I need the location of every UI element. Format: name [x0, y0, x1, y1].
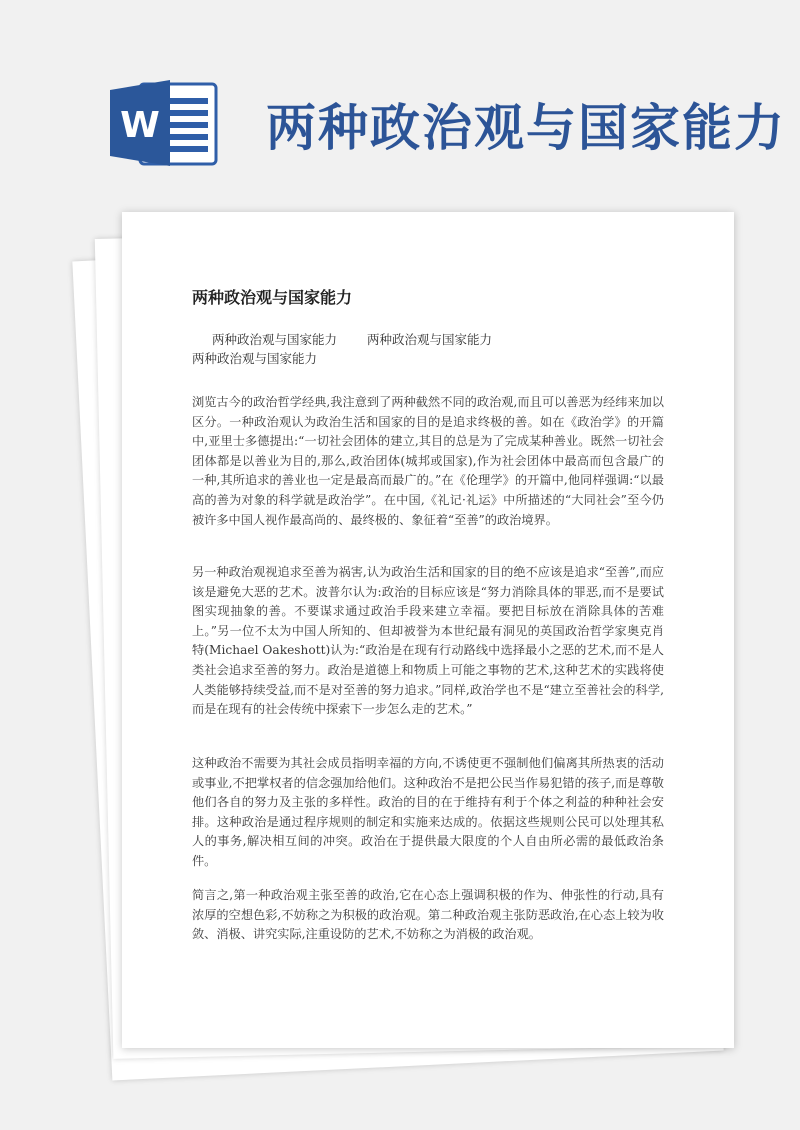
body-paragraph: 另一种政治观视追求至善为祸害,认为政治生活和国家的目的绝不应该是追求“至善”,而应该是避免大恶的艺术。波普尔认为:政治的目标应该是“努力消除具体的罪恶,而不是要试图实现抽象的善。不要谋求通过政治手段来建立幸福。要把目标放在消除具体的苦难上。”另一位不太为中国人所知的、但却被誉为本世纪最有洞见的英国政治哲学家奥克肖特(Michael Oakeshott)认为:“政治是在现有行动路线中选择最小之恶的艺术,而不是人类社会追求至善的努力。政治是道德上和物质上可能之事物的艺术,这种艺术的实践将使人类能够持续受益,而不是对至善的努力追求。”同样,政治学也不是“建立至善社会的科学,而是在现有的社会传统中探索下一步怎么走的艺术。”	[192, 565, 664, 717]
banner-title: 两种政治观与国家能力	[266, 99, 786, 157]
body-paragraph: 这种政治不需要为其社会成员指明幸福的方向,不诱使更不强制他们偏离其所热衷的活动或事业,不把掌权者的信念强加给他们。这种政治不是把公民当作易犯错的孩子,而是尊敬他们各自的努力及主张的多样性。政治的目的在于维持有利于个体之利益的种种社会安排。这种政治是通过程序规则的制定和实施来达成的。依据这些规则公民可以处理其私人的事务,解决相互间的冲突。政治在于提供最大限度的个人自由所必需的最低政治条件。	[192, 756, 664, 868]
banner	[0, 0, 800, 200]
document-subtitle	[192, 330, 672, 368]
word-icon-letter: W	[120, 105, 160, 146]
subtitle-text: 两种政治观与国家能力	[192, 351, 318, 366]
document-page	[122, 212, 734, 1048]
subtitle-text: 两种政治观与国家能力	[367, 332, 493, 347]
body-paragraph: 简言之,第一种政治观主张至善的政治,它在心态上强调积极的作为、伸张性的行动,具有浓厚的空想色彩,不妨称之为积极的政治观。第二种政治观主张防恶政治,在心态上较为收敛、消极、讲究实际,注重设防的艺术,不妨称之为消极的政治观。	[192, 888, 664, 942]
document-title: 两种政治观与国家能力	[192, 288, 353, 307]
subtitle-text: 两种政治观与国家能力	[212, 332, 338, 347]
word-document-icon	[108, 78, 218, 168]
body-paragraph: 浏览古今的政治哲学经典,我注意到了两种截然不同的政治观,而且可以善恶为经纬来加以区分。一种政治观认为政治生活和国家的目的是追求终极的善。如在《政治学》的开篇中,亚里士多德提出:“一切社会团体的建立,其目的总是为了完成某种善业。既然一切社会团体都是以善业为目的,那么,政治团体(城邦或国家),作为社会团体中最高而包含最广的一种,其所追求的善业也一定是最高而最广的。”在《伦理学》的开篇中,他同样强调:“以最高的善为对象的科学就是政治学”。在中国,《礼记·礼运》中所描述的“大同社会”至今仍被许多中国人视作最高尚的、最终极的、象征着“至善”的政治境界。	[192, 395, 664, 527]
